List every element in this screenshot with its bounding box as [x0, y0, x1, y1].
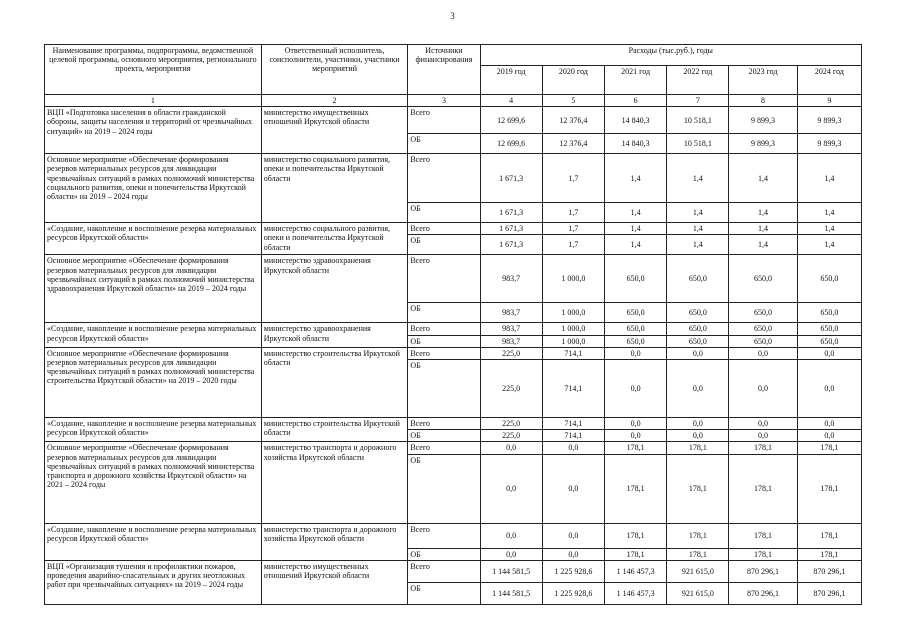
block-row-total	[45, 442, 862, 454]
expense-value-cell: 9 899,3	[729, 134, 797, 154]
program-name-cell: Основное мероприятие «Обеспечение формирования резервов материальных ресурсов для ликвидации чрезвычайных ситуаций в рамках полномочий министерства строительства Иркутской области» на 2019 – 2020 годы	[45, 347, 262, 417]
expense-value-cell: 921 615,0	[667, 582, 729, 604]
program-name-cell: «Создание, накопление и восполнение резерва материальных ресурсов Иркутской области»	[45, 523, 262, 560]
expense-value-cell: 1,4	[667, 154, 729, 203]
expense-value-cell: 714,1	[542, 417, 604, 429]
header-expenses: Расходы (тыс.руб.), годы	[480, 45, 861, 66]
expense-value-cell: 1 146 457,3	[605, 582, 667, 604]
header-year: 2024 год	[797, 66, 861, 95]
expense-value-cell: 178,1	[667, 523, 729, 548]
executor-cell: министерство социального развития, опеки и попечительства Иркутской области	[261, 154, 408, 223]
expense-value-cell: 0,0	[605, 347, 667, 359]
expense-value-cell: 178,1	[605, 548, 667, 560]
program-name-cell: Основное мероприятие «Обеспечение формирования резервов материальных ресурсов для ликвидации чрезвычайных ситуаций в рамках полномочий министерства социального развития, опеки и попечительства Иркутской области» на 2019 – 2024 годы	[45, 154, 262, 223]
expense-value-cell: 1,4	[797, 223, 861, 235]
expense-value-cell: 0,0	[667, 430, 729, 442]
block-row-total	[45, 223, 862, 235]
expense-value-cell: 870 296,1	[797, 560, 861, 582]
funding-source-cell: Всего	[408, 255, 480, 303]
expense-value-cell: 0,0	[729, 359, 797, 417]
expense-value-cell: 178,1	[667, 548, 729, 560]
expense-value-cell: 650,0	[729, 335, 797, 347]
expense-value-cell: 1,4	[605, 203, 667, 223]
expense-value-cell: 1,4	[797, 203, 861, 223]
expense-value-cell: 0,0	[480, 548, 542, 560]
column-number: 3	[408, 95, 480, 107]
expense-value-cell: 650,0	[605, 303, 667, 323]
expense-value-cell: 1,7	[542, 203, 604, 223]
expense-value-cell: 714,1	[542, 359, 604, 417]
expense-value-cell: 0,0	[729, 417, 797, 429]
expense-value-cell: 650,0	[667, 323, 729, 335]
expense-value-cell: 9 899,3	[729, 107, 797, 134]
expense-value-cell: 1,7	[542, 235, 604, 255]
funding-source-cell: ОБ	[408, 335, 480, 347]
block-row-total	[45, 417, 862, 429]
expense-value-cell: 12 376,4	[542, 107, 604, 134]
block-row-total	[45, 107, 862, 134]
expense-value-cell: 12 699,6	[480, 107, 542, 134]
expense-value-cell: 225,0	[480, 430, 542, 442]
expense-value-cell: 921 615,0	[667, 560, 729, 582]
funding-source-cell: Всего	[408, 323, 480, 335]
expense-value-cell: 0,0	[605, 430, 667, 442]
program-name-cell: Основное мероприятие «Обеспечение формирования резервов материальных ресурсов для ликвидации чрезвычайных ситуаций в рамках полномочий министерства здравоохранения Иркутской области» на 2019 – 2024 годы	[45, 255, 262, 323]
expense-value-cell: 650,0	[605, 323, 667, 335]
executor-cell: министерство здравоохранения Иркутской области	[261, 255, 408, 323]
expense-value-cell: 178,1	[797, 454, 861, 523]
executor-cell: министерство социального развития, опеки и попечительства Иркутской области	[261, 223, 408, 255]
expense-value-cell: 1,4	[605, 235, 667, 255]
expense-value-cell: 650,0	[797, 255, 861, 303]
executor-cell: министерство транспорта и дорожного хозяйства Иркутской области	[261, 523, 408, 560]
expense-value-cell: 0,0	[480, 454, 542, 523]
expense-value-cell: 650,0	[667, 335, 729, 347]
expense-value-cell: 0,0	[797, 430, 861, 442]
expense-value-cell: 178,1	[605, 442, 667, 454]
column-number: 7	[667, 95, 729, 107]
expense-value-cell: 650,0	[667, 303, 729, 323]
expense-value-cell: 14 840,3	[605, 107, 667, 134]
program-name-cell: «Создание, накопление и восполнение резерва материальных ресурсов Иркутской области»	[45, 323, 262, 347]
block-row-total	[45, 560, 862, 582]
column-number: 2	[261, 95, 408, 107]
funding-source-cell: ОБ	[408, 303, 480, 323]
expense-value-cell: 1 671,3	[480, 235, 542, 255]
column-number: 5	[542, 95, 604, 107]
header-year: 2022 год	[667, 66, 729, 95]
header-year: 2020 год	[542, 66, 604, 95]
expense-value-cell: 0,0	[729, 430, 797, 442]
expense-value-cell: 650,0	[605, 255, 667, 303]
expense-value-cell: 1 146 457,3	[605, 560, 667, 582]
expense-value-cell: 225,0	[480, 359, 542, 417]
program-name-cell: «Создание, накопление и восполнение резерва материальных ресурсов Иркутской области»	[45, 223, 262, 255]
expense-value-cell: 0,0	[480, 442, 542, 454]
expense-value-cell: 1 000,0	[542, 255, 604, 303]
expense-value-cell: 225,0	[480, 417, 542, 429]
program-name-cell: ВЦП «Подготовка населения в области гражданской обороны, защиты населения и территорий от чрезвычайных ситуаций» на 2019 – 2024 годы	[45, 107, 262, 154]
header-program-name: Наименование программы, подпрограммы, ведомственной целевой программы, основного мероприятия, регионального проекта, мероприятия	[45, 45, 262, 95]
expense-value-cell: 1,4	[729, 203, 797, 223]
block-row-total	[45, 154, 862, 203]
expense-value-cell: 0,0	[797, 347, 861, 359]
expense-value-cell: 1,4	[729, 235, 797, 255]
expense-value-cell: 178,1	[729, 442, 797, 454]
header-funding-source: Источники финансирования	[408, 45, 480, 95]
funding-source-cell: ОБ	[408, 454, 480, 523]
funding-source-cell: Всего	[408, 154, 480, 203]
funding-source-cell: Всего	[408, 523, 480, 548]
expense-value-cell: 12 699,6	[480, 134, 542, 154]
executor-cell: министерство имущественных отношений Иркутской области	[261, 107, 408, 154]
funding-source-cell: ОБ	[408, 430, 480, 442]
expense-value-cell: 178,1	[729, 548, 797, 560]
expense-value-cell: 0,0	[605, 417, 667, 429]
expense-value-cell: 983,7	[480, 255, 542, 303]
expense-value-cell: 1,4	[729, 154, 797, 203]
expense-value-cell: 714,1	[542, 430, 604, 442]
expense-value-cell: 870 296,1	[729, 582, 797, 604]
expense-value-cell: 1 225 928,6	[542, 560, 604, 582]
block-row-total	[45, 255, 862, 303]
expense-value-cell: 1 000,0	[542, 335, 604, 347]
column-number: 4	[480, 95, 542, 107]
expense-value-cell: 178,1	[605, 454, 667, 523]
expense-value-cell: 0,0	[729, 347, 797, 359]
funding-source-cell: Всего	[408, 107, 480, 134]
block-row-total	[45, 323, 862, 335]
funding-source-cell: Всего	[408, 223, 480, 235]
expense-value-cell: 650,0	[729, 323, 797, 335]
expense-value-cell: 983,7	[480, 323, 542, 335]
expense-value-cell: 0,0	[605, 359, 667, 417]
expense-value-cell: 0,0	[542, 442, 604, 454]
expense-value-cell: 1,4	[797, 235, 861, 255]
expense-value-cell: 983,7	[480, 335, 542, 347]
expense-value-cell: 650,0	[797, 335, 861, 347]
funding-source-cell: ОБ	[408, 235, 480, 255]
expense-value-cell: 1,4	[667, 223, 729, 235]
expense-value-cell: 10 518,1	[667, 107, 729, 134]
executor-cell: министерство транспорта и дорожного хозяйства Иркутской области	[261, 442, 408, 523]
expense-value-cell: 0,0	[542, 454, 604, 523]
expense-value-cell: 1 000,0	[542, 303, 604, 323]
expense-value-cell: 1 144 581,5	[480, 560, 542, 582]
block-row-total	[45, 523, 862, 548]
expense-value-cell: 12 376,4	[542, 134, 604, 154]
funding-source-cell: ОБ	[408, 582, 480, 604]
funding-source-cell: Всего	[408, 417, 480, 429]
header-year: 2023 год	[729, 66, 797, 95]
executor-cell: министерство имущественных отношений Иркутской области	[261, 560, 408, 604]
expense-value-cell: 9 899,3	[797, 134, 861, 154]
expense-value-cell: 1 671,3	[480, 223, 542, 235]
column-number: 6	[605, 95, 667, 107]
expense-value-cell: 1 225 928,6	[542, 582, 604, 604]
expense-value-cell: 650,0	[729, 255, 797, 303]
expense-value-cell: 1 144 581,5	[480, 582, 542, 604]
expense-value-cell: 1,7	[542, 154, 604, 203]
expense-value-cell: 178,1	[729, 523, 797, 548]
column-number: 8	[729, 95, 797, 107]
expense-value-cell: 0,0	[667, 417, 729, 429]
expense-value-cell: 178,1	[797, 442, 861, 454]
expense-value-cell: 1,4	[729, 223, 797, 235]
expense-value-cell: 0,0	[667, 347, 729, 359]
funding-source-cell: Всего	[408, 347, 480, 359]
page-number: 3	[450, 11, 455, 21]
program-name-cell: «Создание, накопление и восполнение резерва материальных ресурсов Иркутской области»	[45, 417, 262, 441]
expense-value-cell: 0,0	[542, 523, 604, 548]
expense-value-cell: 1,4	[605, 223, 667, 235]
executor-cell: министерство строительства Иркутской области	[261, 417, 408, 441]
expense-value-cell: 178,1	[605, 523, 667, 548]
expense-value-cell: 650,0	[729, 303, 797, 323]
funding-source-cell: Всего	[408, 442, 480, 454]
funding-source-cell: ОБ	[408, 548, 480, 560]
expense-value-cell: 178,1	[729, 454, 797, 523]
expense-value-cell: 9 899,3	[797, 107, 861, 134]
expense-value-cell: 10 518,1	[667, 134, 729, 154]
header-year: 2021 год	[605, 66, 667, 95]
expense-value-cell: 714,1	[542, 347, 604, 359]
executor-cell: министерство здравоохранения Иркутской области	[261, 323, 408, 347]
header-year: 2019 год	[480, 66, 542, 95]
header-executor: Ответственный исполнитель, соисполнители, участники, участники мероприятий	[261, 45, 408, 95]
expense-value-cell: 0,0	[667, 359, 729, 417]
executor-cell: министерство строительства Иркутской области	[261, 347, 408, 417]
expense-value-cell: 0,0	[797, 359, 861, 417]
column-number: 1	[45, 95, 262, 107]
expense-value-cell: 225,0	[480, 347, 542, 359]
block-row-total	[45, 347, 862, 359]
expense-value-cell: 870 296,1	[729, 560, 797, 582]
expense-value-cell: 1 671,3	[480, 154, 542, 203]
expense-value-cell: 14 840,3	[605, 134, 667, 154]
funding-source-cell: Всего	[408, 560, 480, 582]
expense-value-cell: 0,0	[797, 417, 861, 429]
expense-value-cell: 178,1	[797, 548, 861, 560]
funding-source-cell: ОБ	[408, 359, 480, 417]
expense-value-cell: 1,4	[797, 154, 861, 203]
table-body	[45, 107, 862, 605]
funding-source-cell: ОБ	[408, 134, 480, 154]
expense-value-cell: 178,1	[797, 523, 861, 548]
expense-value-cell: 1 671,3	[480, 203, 542, 223]
expense-value-cell: 1,4	[667, 235, 729, 255]
expense-value-cell: 650,0	[667, 255, 729, 303]
expense-value-cell: 650,0	[797, 303, 861, 323]
expense-value-cell: 178,1	[667, 442, 729, 454]
expense-value-cell: 0,0	[542, 548, 604, 560]
expense-value-cell: 650,0	[605, 335, 667, 347]
expense-value-cell: 0,0	[480, 523, 542, 548]
funding-source-cell: ОБ	[408, 203, 480, 223]
expense-value-cell: 1,4	[667, 203, 729, 223]
program-name-cell: Основное мероприятие «Обеспечение формирования резервов материальных ресурсов для ликвидации чрезвычайных ситуаций в рамках полномочий министерства транспорта и дорожного хозяйства Иркутской области» на 2021 – 2024 годы	[45, 442, 262, 523]
expense-value-cell: 650,0	[797, 323, 861, 335]
budget-table	[44, 44, 862, 605]
expense-value-cell: 870 296,1	[797, 582, 861, 604]
program-name-cell: ВЦП «Организация тушения и профилактики пожаров, проведения аварийно-спасательных и других неотложных работ при чрезвычайных ситуациях» на 2019 – 2024 годы	[45, 560, 262, 604]
expense-value-cell: 983,7	[480, 303, 542, 323]
expense-value-cell: 178,1	[667, 454, 729, 523]
expense-value-cell: 1 000,0	[542, 323, 604, 335]
column-number: 9	[797, 95, 861, 107]
expense-value-cell: 1,7	[542, 223, 604, 235]
expense-value-cell: 1,4	[605, 154, 667, 203]
column-numbers-row	[45, 95, 862, 107]
